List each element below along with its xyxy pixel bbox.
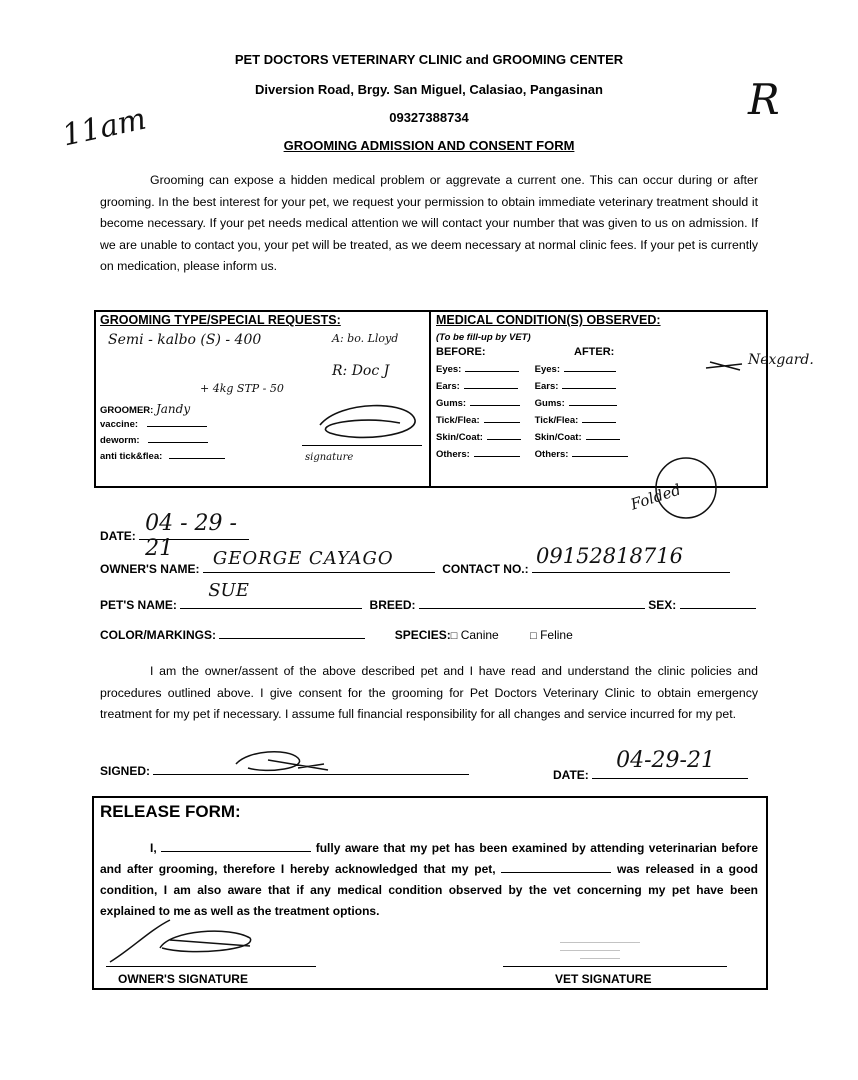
owner-consent-signature: [228, 742, 338, 782]
before-skincoat: Skin/Coat:: [436, 432, 532, 443]
breed-label: BREED:: [369, 598, 416, 612]
before-others: Others:: [436, 449, 532, 460]
feline-label: Feline: [540, 628, 573, 642]
margin-note-left: 11am: [59, 101, 150, 154]
signature-caption: signature: [305, 452, 354, 463]
antitick-label: anti tick&flea:: [100, 451, 163, 462]
vaccine-line[interactable]: [147, 426, 207, 427]
after-skincoat: Skin/Coat:: [535, 432, 620, 443]
release-pet-field[interactable]: [501, 872, 611, 873]
release-title: RELEASE FORM:: [100, 802, 241, 821]
color-label: COLOR/MARKINGS:: [100, 628, 216, 642]
vaccine-row: [100, 419, 207, 430]
after-ears: Ears:: [535, 381, 617, 392]
medical-row: [436, 364, 656, 381]
vet-stamp: [560, 938, 640, 966]
vet-signature-label: VET SIGNATURE: [555, 972, 652, 986]
deworm-row: [100, 435, 208, 446]
date-value: 04 - 29 - 21: [145, 511, 237, 561]
date-label: DATE:: [100, 529, 136, 543]
contact-field[interactable]: [532, 544, 730, 573]
species-label: SPECIES:: [394, 628, 451, 642]
after-heading: AFTER:: [574, 346, 615, 358]
consent-paragraph: I am the owner/assent of the above described pet and I have read and understand the clinic policies and procedures outlined above. I give consent for the grooming for Pet Doctors Veterinary Clinic to obtain emergency treatment for my pet if necessary. I assume full financial responsibility for all changes and service incurred for my pet.: [100, 664, 758, 721]
medical-row: [436, 415, 656, 432]
signed-date-field[interactable]: [592, 748, 748, 779]
canine-label: Canine: [460, 628, 499, 642]
vet-signature-line[interactable]: [503, 966, 727, 967]
grooming-note-2: R: Doc J: [332, 363, 390, 379]
release-i-label: I,: [150, 841, 157, 855]
date-field[interactable]: [139, 511, 249, 561]
folded-note: Folded: [628, 480, 684, 514]
owner-name-value: GEORGE CAYAGO: [212, 548, 394, 569]
pet-name-value: SUE: [208, 580, 249, 601]
owner-row: [100, 544, 730, 576]
signed-date-value: 04-29-21: [616, 748, 715, 773]
medical-subtitle: (To be fill-up by VET): [436, 332, 531, 343]
grooming-request-line1: Semi - kalbo (S) - 400: [108, 332, 262, 348]
clinic-phone: 09327388734: [389, 110, 469, 125]
before-tickflea: Tick/Flea:: [436, 415, 532, 426]
contact-label: CONTACT NO.:: [442, 562, 529, 576]
grooming-note-1: A: bo. Lloyd: [332, 332, 399, 345]
medical-row: [436, 449, 656, 466]
owner-name-label: OWNER'S NAME:: [100, 562, 200, 576]
pet-row: [100, 580, 756, 612]
canine-checkbox[interactable]: □: [450, 630, 458, 642]
date-row: [100, 511, 249, 561]
medical-row: [436, 398, 656, 415]
sex-label: SEX:: [648, 598, 677, 612]
breed-field[interactable]: [419, 608, 645, 609]
release-owner-field[interactable]: [161, 851, 311, 852]
after-eyes: Eyes:: [535, 364, 616, 375]
clinic-address: Diversion Road, Brgy. San Miguel, Calasiao, Pangasinan: [255, 82, 603, 97]
antitick-row: [100, 451, 225, 462]
before-ears: Ears:: [436, 381, 532, 392]
margin-note-right: R: [748, 75, 780, 124]
deworm-label: deworm:: [100, 435, 140, 446]
groomer-row: [100, 402, 190, 416]
deworm-line[interactable]: [148, 442, 208, 443]
medical-row: [436, 432, 656, 449]
form-title: GROOMING ADMISSION AND CONSENT FORM: [283, 138, 575, 153]
owner-name-field[interactable]: [203, 548, 435, 573]
color-row: [100, 628, 573, 642]
sex-field[interactable]: [680, 608, 756, 609]
signed-date-row: [553, 748, 748, 782]
signed-label: SIGNED:: [100, 764, 151, 778]
medical-title: MEDICAL CONDITION(S) OBSERVED:: [436, 313, 661, 327]
medical-side-note: Nexgard.: [748, 352, 814, 368]
intro-paragraph: Grooming can expose a hidden medical problem or aggrevate a current one. This can occur during or after grooming. In the best interest for your pet, we request your permission to obtain immediate veterinary treatment should it become necessary. If your pet needs medical attention we will contact your number that was given to us on admission. If we are unable to contact you, your pet will be treated, as we deem necessary at normal clinic fees. If your pet is currently on medication, please inform us.: [100, 173, 758, 273]
release-text-1: fully aware that my pet has been examined by attending veterinarian before and after grooming, therefore I hereby acknowledged that my pet,: [100, 841, 758, 876]
owner-release-signature: [100, 910, 270, 970]
before-eyes: Eyes:: [436, 364, 532, 375]
groomer-signature-line[interactable]: [302, 445, 422, 446]
strike-scribble: [704, 356, 746, 376]
before-gums: Gums:: [436, 398, 532, 409]
after-others: Others:: [535, 449, 629, 460]
before-heading: BEFORE:: [436, 346, 486, 358]
pet-name-label: PET'S NAME:: [100, 598, 177, 612]
release-text-2: was released in a good condition, I am also aware that if any medical condition observed by the vet concerning my pet have been explained to me as well as the treatment options.: [100, 862, 758, 918]
feline-checkbox[interactable]: □: [530, 630, 537, 642]
contact-value: 09152818716: [535, 544, 683, 568]
antitick-line[interactable]: [169, 458, 225, 459]
owner-signature-line[interactable]: [106, 966, 316, 967]
owner-signature-label: OWNER'S SIGNATURE: [118, 972, 248, 986]
medical-row: [436, 381, 656, 398]
grooming-request-line2: + 4kg STP - 50: [200, 382, 284, 395]
vaccine-label: vaccine:: [100, 419, 139, 430]
groomer-value: Jandy: [155, 402, 191, 416]
groomer-signature-scribble: [300, 395, 430, 455]
after-gums: Gums:: [535, 398, 617, 409]
grooming-title: GROOMING TYPE/SPECIAL REQUESTS:: [100, 313, 341, 327]
groomer-label: GROOMER:: [100, 405, 154, 416]
after-tickflea: Tick/Flea:: [535, 415, 617, 426]
pet-name-field[interactable]: [180, 580, 362, 609]
signed-date-label: DATE:: [553, 768, 589, 782]
medical-rows: [436, 364, 656, 466]
color-field[interactable]: [219, 638, 365, 639]
clinic-name: PET DOCTORS VETERINARY CLINIC and GROOMING CENTER: [234, 52, 624, 67]
